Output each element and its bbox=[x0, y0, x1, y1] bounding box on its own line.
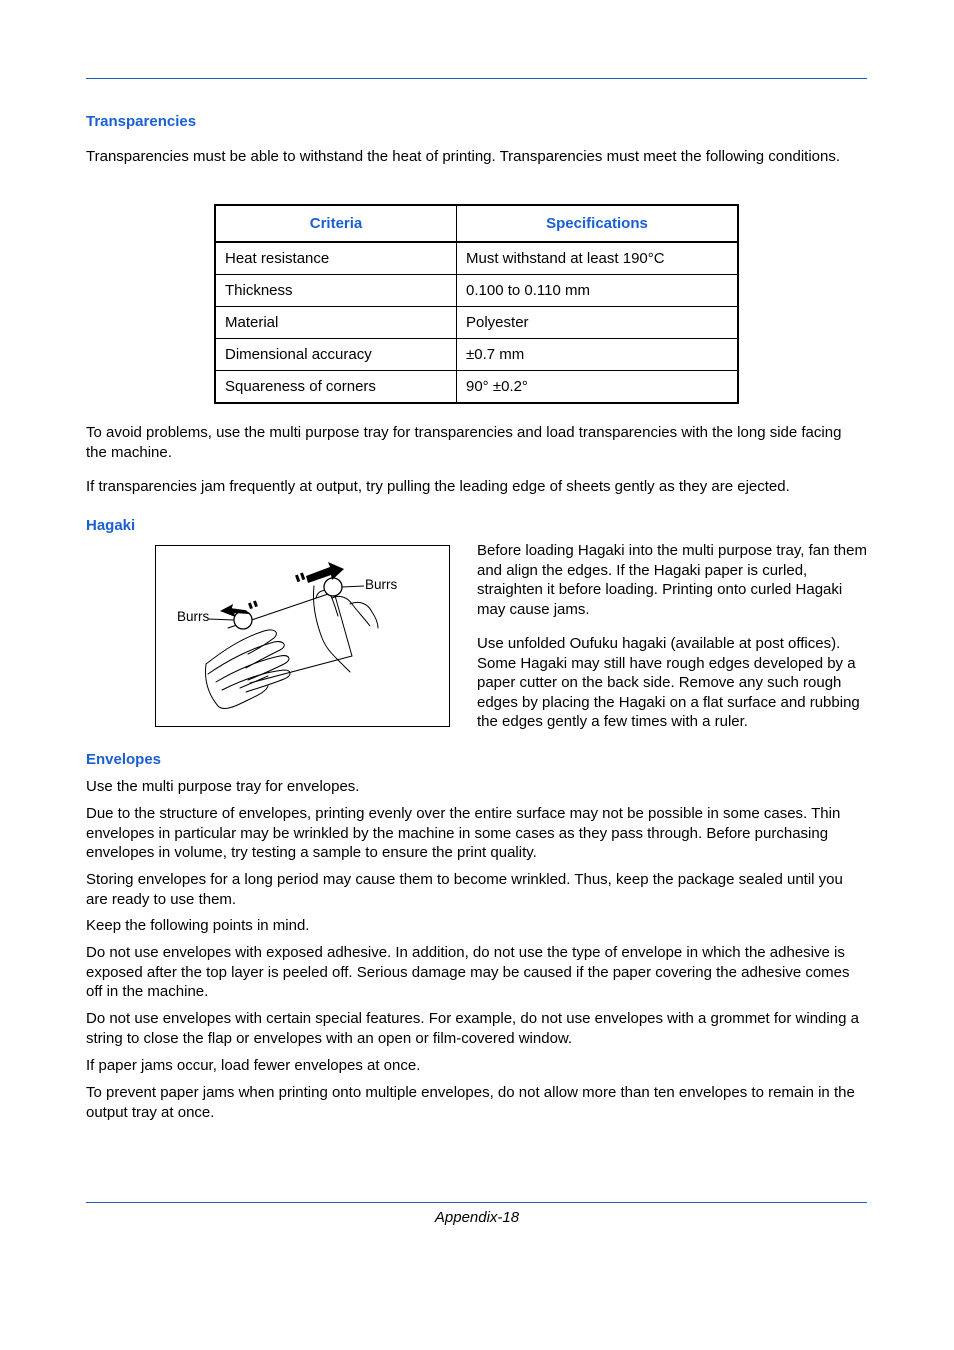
table-row bbox=[215, 339, 738, 371]
spec-cell: Must withstand at least 190°C bbox=[457, 242, 739, 275]
criteria-cell: Dimensional accuracy bbox=[215, 339, 457, 371]
spec-cell: 0.100 to 0.110 mm bbox=[457, 275, 739, 307]
header-rule bbox=[86, 78, 867, 79]
envelopes-para: To prevent paper jams when printing onto multiple envelopes, do not allow more than ten envelopes to remain in the output tray at once. bbox=[86, 1084, 855, 1121]
table-row bbox=[215, 307, 738, 339]
envelopes-para: If paper jams occur, load fewer envelopes at once. bbox=[86, 1057, 421, 1074]
burr-marker-left bbox=[234, 611, 252, 629]
envelopes-para: Use the multi purpose tray for envelopes. bbox=[86, 778, 360, 795]
table-row bbox=[215, 371, 738, 404]
heading-envelopes: Envelopes bbox=[86, 751, 162, 768]
spec-cell: Polyester bbox=[457, 307, 739, 339]
hagaki-figure bbox=[155, 545, 450, 727]
transparency-spec-table bbox=[214, 204, 739, 404]
transparencies-intro: Transparencies must be able to withstand the heat of printing. Transparencies must meet the following conditions. bbox=[86, 148, 841, 165]
criteria-cell: Heat resistance bbox=[215, 242, 457, 275]
hagaki-illustration bbox=[156, 546, 449, 726]
transparencies-para-1: To avoid problems, use the multi purpose tray for transparencies and load transparencies with the long side facing the machine. bbox=[86, 424, 842, 461]
footer-rule bbox=[86, 1202, 867, 1203]
table-row bbox=[215, 242, 738, 275]
envelopes-para: Do not use envelopes with exposed adhesive. In addition, do not use the type of envelope in which the adhesive is exposed after the top layer is peeled off. Serious damage may be caused if the paper covering the adhesive comes off in the machine. bbox=[86, 944, 850, 1000]
hagaki-para-2: Use unfolded Oufuku hagaki (available at post offices). Some Hagaki may still have rough edges developed by a paper cutter on the back side. Remove any such rough edges by placing the Hagaki on a flat surface and rubbing the edges gently a few times with a ruler. bbox=[477, 635, 860, 730]
hagaki-para-1: Before loading Hagaki into the multi purpose tray, fan them and align the edges. If the Hagaki paper is curled, straighten it before loading. Printing onto curled Hagaki may cause jams. bbox=[477, 542, 867, 618]
transparencies-para-2: If transparencies jam frequently at output, try pulling the leading edge of sheets gently as they are ejected. bbox=[86, 478, 790, 495]
spec-cell: 90° ±0.2° bbox=[457, 371, 739, 404]
criteria-cell: Material bbox=[215, 307, 457, 339]
spec-cell: ±0.7 mm bbox=[457, 339, 739, 371]
envelopes-para: Keep the following points in mind. bbox=[86, 917, 310, 934]
table-row bbox=[215, 275, 738, 307]
heading-hagaki: Hagaki bbox=[86, 517, 136, 534]
envelopes-para: Due to the structure of envelopes, printing evenly over the entire surface may not be possible in some cases. Thin envelopes in particular may be wrinkled by the machine in some cases as they pass through. Before purchasing envelopes in volume, try testing a sample to ensure the print quality. bbox=[86, 805, 841, 861]
envelopes-para: Do not use envelopes with certain special features. For example, do not use envelopes with a grommet for winding a string to close the flap or envelopes with an open or film-covered window. bbox=[86, 1010, 859, 1047]
envelopes-para: Storing envelopes for a long period may cause them to become wrinkled. Thus, keep the package sealed until you are ready to use them. bbox=[86, 871, 843, 908]
burrs-label-left: Burrs bbox=[177, 609, 210, 624]
burrs-label-right: Burrs bbox=[365, 577, 398, 592]
page-number: Appendix-18 bbox=[434, 1209, 520, 1226]
header-criteria: Criteria bbox=[215, 205, 457, 242]
burr-marker-right bbox=[324, 578, 342, 596]
header-specifications: Specifications bbox=[457, 205, 739, 242]
criteria-cell: Thickness bbox=[215, 275, 457, 307]
criteria-cell: Squareness of corners bbox=[215, 371, 457, 404]
heading-transparencies: Transparencies bbox=[86, 113, 197, 130]
